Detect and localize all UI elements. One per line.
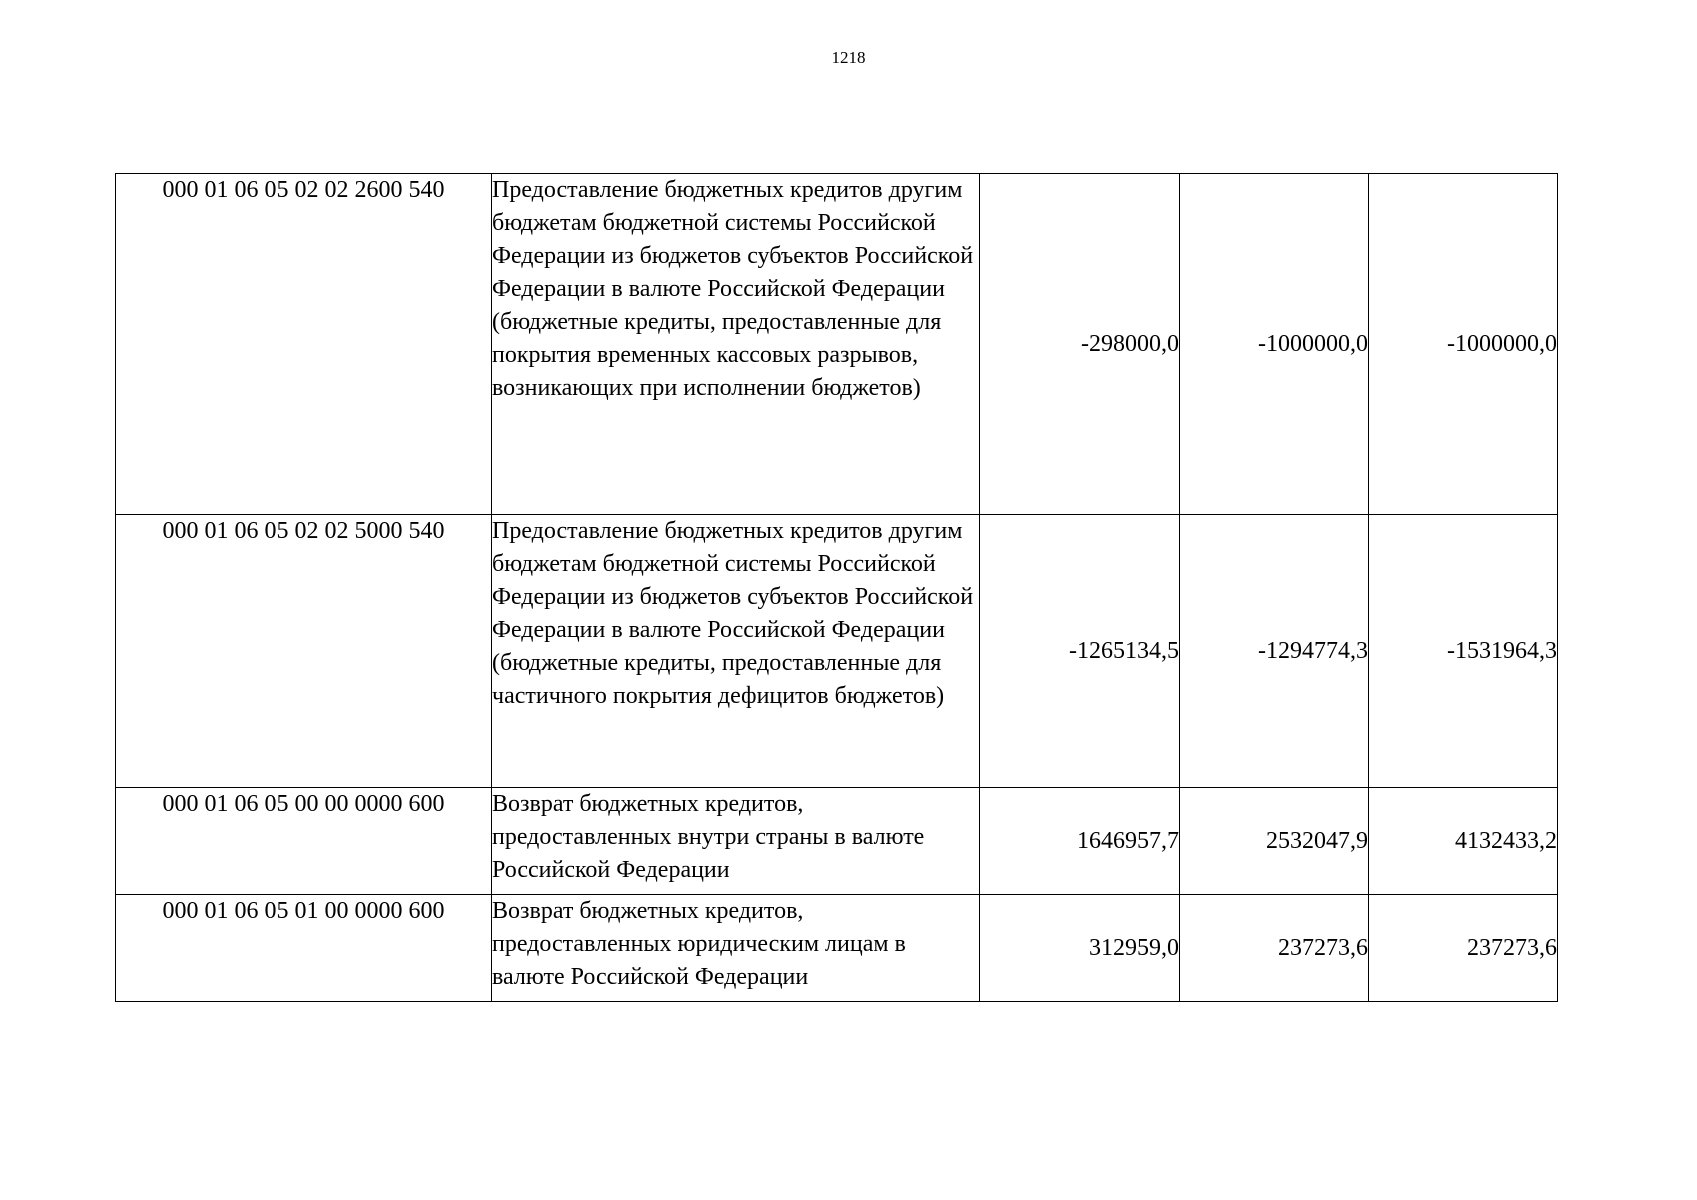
value-cell-year-3: -1000000,0 bbox=[1369, 174, 1558, 515]
value-cell-year-1: 1646957,7 bbox=[980, 788, 1180, 895]
value-cell-year-3: 237273,6 bbox=[1369, 895, 1558, 1002]
value-cell-year-1: -298000,0 bbox=[980, 174, 1180, 515]
value-cell-year-2: 2532047,9 bbox=[1180, 788, 1369, 895]
budget-code-cell: 000 01 06 05 00 00 0000 600 bbox=[116, 788, 492, 895]
description-cell: Возврат бюджетных кредитов, предоставленных внутри страны в валюте Российской Федерации bbox=[492, 788, 980, 895]
page-number: 1218 bbox=[831, 48, 866, 67]
description-cell: Возврат бюджетных кредитов, предоставленных юридическим лицам в валюте Российской Федерации bbox=[492, 895, 980, 1002]
value-cell-year-2: 237273,6 bbox=[1180, 895, 1369, 1002]
value-cell-year-3: 4132433,2 bbox=[1369, 788, 1558, 895]
value-cell-year-1: -1265134,5 bbox=[980, 515, 1180, 788]
description-cell: Предоставление бюджетных кредитов другим бюджетам бюджетной системы Российской Федерации из бюджетов субъектов Российской Федерации в валюте Российской Федерации (бюджетные кредиты, предоставленные для покрытия временных кассовых разрывов, возникающих при исполнении бюджетов) bbox=[492, 174, 980, 515]
value-cell-year-1: 312959,0 bbox=[980, 895, 1180, 1002]
value-cell-year-2: -1000000,0 bbox=[1180, 174, 1369, 515]
budget-code-cell: 000 01 06 05 01 00 0000 600 bbox=[116, 895, 492, 1002]
table-row bbox=[116, 174, 1558, 515]
value-cell-year-2: -1294774,3 bbox=[1180, 515, 1369, 788]
budget-code-cell: 000 01 06 05 02 02 2600 540 bbox=[116, 174, 492, 515]
value-cell-year-3: -1531964,3 bbox=[1369, 515, 1558, 788]
budget-sources-table bbox=[115, 173, 1558, 1002]
table-row bbox=[116, 515, 1558, 788]
budget-code-cell: 000 01 06 05 02 02 5000 540 bbox=[116, 515, 492, 788]
table-row bbox=[116, 788, 1558, 895]
description-cell: Предоставление бюджетных кредитов другим бюджетам бюджетной системы Российской Федерации из бюджетов субъектов Российской Федерации в валюте Российской Федерации (бюджетные кредиты, предоставленные для частичного покрытия дефицитов бюджетов) bbox=[492, 515, 980, 788]
table-row bbox=[116, 895, 1558, 1002]
